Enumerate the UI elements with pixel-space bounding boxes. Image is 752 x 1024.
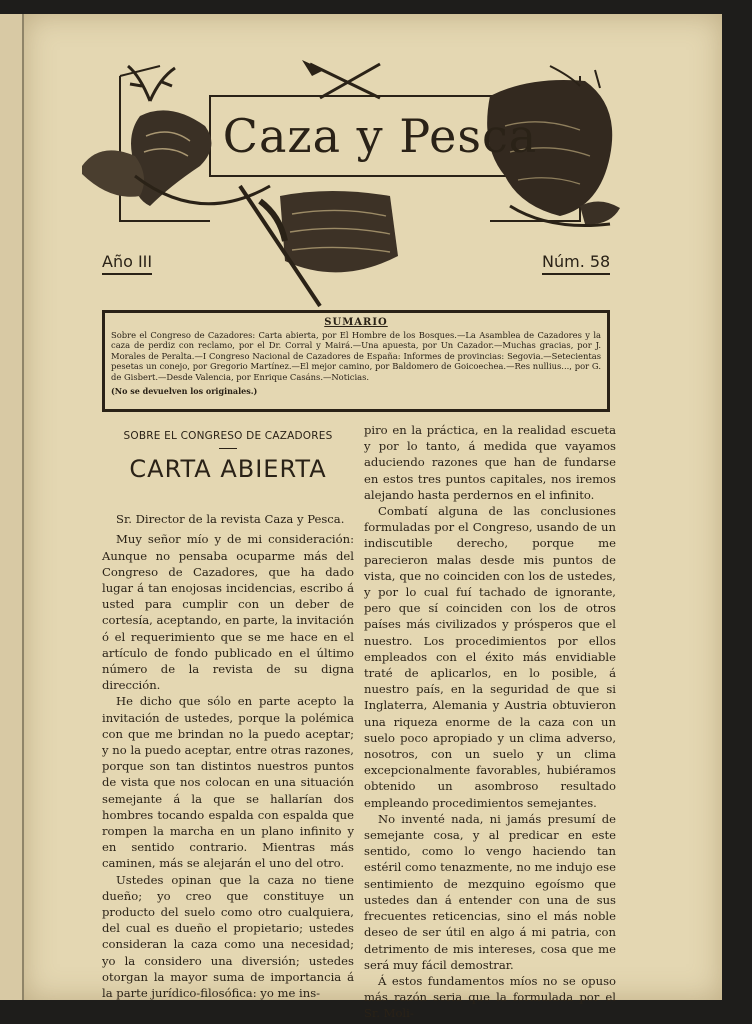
paragraph: No inventé nada, ni jamás presumí de semejante cosa, y al predicar en este sentido, como lo vengo haciendo tan estéril como tenazmente, no me indujo ese sentimiento de mezquino egoísmo que ustedes dan á entender con una de sus frecuentes reticencias, sino el más noble deseo de ser útil en algo á mi patria, con detrimento de mis intereses, cosa que me será muy fácil demostrar. xyxy=(364,811,616,972)
summary-box xyxy=(102,310,610,412)
masthead-illustration xyxy=(80,56,628,316)
year-label: Año III xyxy=(102,252,152,275)
divider xyxy=(219,448,237,449)
article-column-right xyxy=(364,422,616,1022)
summary-note: (No se devuelven los originales.) xyxy=(111,386,258,397)
hunting-fishing-engraving xyxy=(80,56,628,316)
paragraph: He dicho que sólo en parte acepto la invitación de ustedes, porque la polémica con que me brindan no la puedo aceptar; y no la puedo aceptar, entre otras razones, porque son tan distintos nuestros puntos de vista que nos colocan en una situación semejante á la que se hallarían dos hombres tocando espalda con espalda que rompen la marcha en un plano infinito y en sentido contrario. Mientras más caminen, más se alejarán el uno del otro. xyxy=(102,694,354,871)
issue-number: Núm. 58 xyxy=(542,252,610,275)
paragraph: Muy señor mío y de mi consideración: Aunque no pensaba ocuparme más del Congreso de Cazadores, que ha dado lugar á tan enojosas incidencias, escribo á usted para cumplir con un deber de cortesía, aceptando, en parte, la invitación ó el requerimiento que se me hace en el artículo de fondo publicado en el último número de la revista de su digna dirección. xyxy=(102,532,354,693)
magazine-title: Caza y Pesca xyxy=(222,109,538,163)
article-column-left xyxy=(102,422,354,1001)
article-headline: CARTA ABIERTA xyxy=(129,455,327,484)
article-kicker: SOBRE EL CONGRESO DE CAZADORES xyxy=(123,430,333,442)
magazine-page xyxy=(24,14,722,1021)
previous-page-edge xyxy=(0,14,24,1000)
paragraph: piro en la práctica, en la realidad escueta y por lo tanto, á medida que vayamos aduciendo razones que han de fundarse en estos tres puntos capitales, nos iremos alejando hasta perdernos en el infinito. xyxy=(364,423,616,502)
summary-text: Sobre el Congreso de Cazadores: Carta abierta, por El Hombre de los Bosques.—La Asamblea de Cazadores y la caza de perdiz con reclamo, por el Dr. Corral y Mairá.—Una apuesta, por Un Cazador.—Muchas gracias, por J. Morales de Peralta.—I Congreso Nacional de Cazadores de España: Informes de provincias: Segovia.—Setecientas pesetas un conejo, por Gregorio Martínez.—El mejor camino, por Baldomero de Goicoechea.—Res nullius..., por G. de Gisbert.—Desde Valencia, por Enrique Casáns.—Noticias. xyxy=(111,330,601,382)
summary-heading: SUMARIO xyxy=(324,317,388,328)
paragraph: Á estos fundamentos míos no se opuso más razón seria que la formulada por el Sr. Moli- xyxy=(364,973,616,1021)
article-salutation: Sr. Director de la revista Caza y Pesca. xyxy=(116,512,345,527)
game-bag-icon xyxy=(240,186,398,306)
paragraph: Combatí alguna de las conclusiones formuladas por el Congreso, usando de un indiscutible derecho, porque me parecieron malas desde mis puntos de vista, que no coinciden con los de ustedes, y por lo cual fuí tachado de ignorante, pero que sí coinciden con los de otros países más civilizados y prósperos que el nuestro. Los procedimientos por ellos empleados con el éxito más envidiable traté de aplicarlos, en lo posible, á nuestro país, en la seguridad de que si Inglaterra, Alemania y Austria obtuvieron una riqueza enorme de la caza con un suelo poco apropiado y un clima adverso, nosotros, con un suelo y un clima excepcionalmente favorables, hubiéramos obtenido un asombroso resultado empleando procedimientos semejantes. xyxy=(364,504,616,810)
paragraph: Ustedes opinan que la caza no tiene dueño; yo creo que constituye un producto del suelo como otro cualquiera, del cual es dueño el propietario; ustedes consideran la caza como una necesidad; yo la considero una diversión; ustedes otorgan la mayor suma de importancia á la parte jurídico-filosófica: yo me ins- xyxy=(102,872,354,1001)
